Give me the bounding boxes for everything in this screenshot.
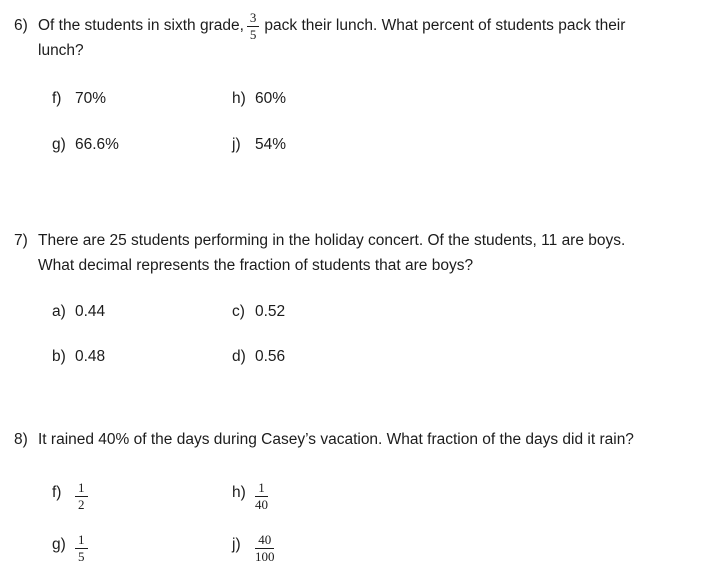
answer-letter: d) bbox=[232, 348, 246, 365]
fraction-one-half bbox=[75, 481, 88, 512]
answer-letter: h) bbox=[232, 90, 246, 107]
fraction-denominator: 40 bbox=[255, 497, 268, 512]
answer-option-q8-f bbox=[52, 481, 88, 512]
fraction-denominator: 2 bbox=[78, 497, 85, 512]
answer-letter: h) bbox=[232, 483, 246, 501]
answer-letter: g) bbox=[52, 136, 66, 153]
fraction-denominator: 5 bbox=[78, 549, 85, 564]
question-7-line-1 bbox=[14, 231, 625, 251]
answer-letter: a) bbox=[52, 303, 66, 320]
answer-letter: g) bbox=[52, 535, 66, 553]
answer-option-q8-h bbox=[232, 481, 268, 512]
question-8-number: 8) bbox=[14, 431, 28, 448]
fraction-numerator: 3 bbox=[247, 11, 260, 27]
answer-option-q8-j bbox=[232, 533, 275, 564]
answer-option-q8-g bbox=[52, 533, 88, 564]
question-6-text-before-fraction: Of the students in sixth grade, bbox=[38, 17, 244, 34]
answer-value: 0.48 bbox=[75, 348, 106, 365]
fraction-numerator: 1 bbox=[75, 533, 88, 549]
fraction-denominator: 100 bbox=[255, 549, 275, 564]
question-8-line-1 bbox=[14, 430, 634, 450]
answer-value: 70% bbox=[75, 90, 107, 107]
question-7-number: 7) bbox=[14, 232, 28, 249]
question-7-text: There are 25 students performing in the holiday concert. Of the students, 11 are boys. bbox=[38, 232, 626, 249]
fraction-forty-hundredths bbox=[255, 533, 275, 564]
question-6-line-2: lunch? bbox=[38, 42, 84, 59]
answer-value: 0.56 bbox=[255, 348, 286, 365]
answer-value: 0.44 bbox=[75, 303, 106, 320]
fraction-numerator: 1 bbox=[75, 481, 88, 497]
answer-option-q7-d bbox=[232, 347, 285, 367]
fraction-numerator: 40 bbox=[255, 533, 274, 549]
answer-option-q7-a bbox=[52, 302, 105, 322]
answer-letter: j) bbox=[232, 535, 241, 553]
fraction-numerator: 1 bbox=[255, 481, 268, 497]
answer-value: 60% bbox=[255, 90, 287, 107]
answer-option-q6-f bbox=[52, 89, 106, 109]
question-7-line-2: What decimal represents the fraction of students that are boys? bbox=[38, 257, 474, 274]
answer-value: 0.52 bbox=[255, 303, 286, 320]
question-8-text: It rained 40% of the days during Casey’s vacation. What fraction of the days did it rain? bbox=[38, 431, 634, 448]
fraction-three-fifths bbox=[247, 11, 260, 42]
question-6-text-after-fraction: pack their lunch. What percent of students pack their bbox=[264, 17, 626, 34]
answer-option-q7-b bbox=[52, 347, 105, 367]
answer-option-q6-j bbox=[232, 135, 286, 155]
question-6-line-1 bbox=[14, 6, 625, 46]
answer-letter: j) bbox=[232, 136, 241, 153]
answer-letter: f) bbox=[52, 90, 62, 107]
fraction-one-fifth bbox=[75, 533, 88, 564]
answer-value: 54% bbox=[255, 136, 287, 153]
answer-option-q6-h bbox=[232, 89, 286, 109]
fraction-denominator: 5 bbox=[249, 26, 257, 42]
answer-option-q6-g bbox=[52, 135, 119, 155]
answer-letter: c) bbox=[232, 303, 245, 320]
answer-letter: f) bbox=[52, 483, 62, 501]
question-6-number: 6) bbox=[14, 17, 28, 34]
answer-value: 66.6% bbox=[75, 136, 119, 153]
fraction-one-fortieth bbox=[255, 481, 268, 512]
answer-option-q7-c bbox=[232, 302, 285, 322]
answer-letter: b) bbox=[52, 348, 66, 365]
